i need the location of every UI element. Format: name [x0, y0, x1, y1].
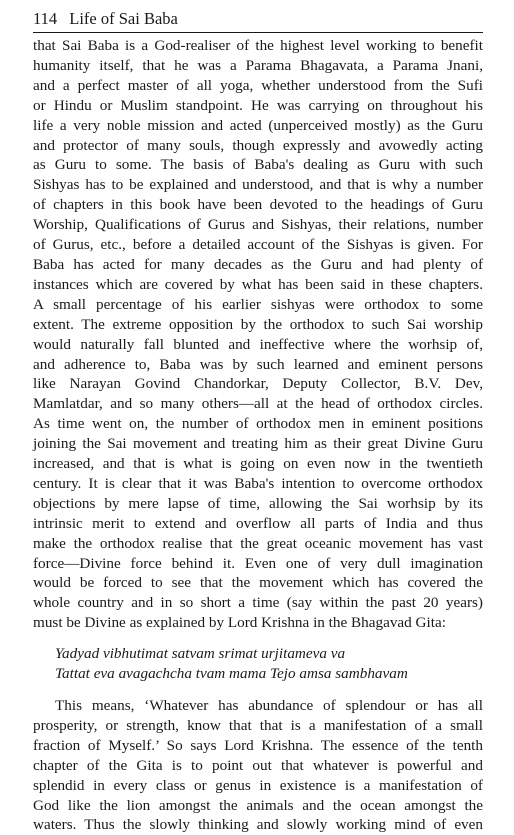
page-number: 114	[33, 9, 58, 28]
text-line: Mamlatdar, and so many others—all at the head of orthodox circles.	[33, 395, 483, 413]
text-line: and adherence to, Baba was by such learned and eminent persons	[33, 355, 483, 373]
verse-quotation	[33, 644, 483, 684]
text-line: waters. Thus the slowly thinking and slowly working mind of even	[33, 816, 483, 834]
text-line: joining the Sai movement and treating him as their great Divine Guru	[33, 435, 483, 453]
running-title: Life of Sai Baba	[69, 9, 178, 28]
text-line: force—Divine force behind it. Even one of very dull imagination	[33, 554, 483, 572]
paragraph-2	[33, 696, 483, 835]
text-line: intrinsic merit to extend and overflow all parts of India and thus	[33, 514, 483, 532]
text-line: humanity itself, that he was a Parama Bhagavata, a Parama Jnani,	[33, 56, 483, 74]
verse-line: Tattat eva avagachcha tvam mama Tejo amsa sambhavam	[55, 665, 408, 683]
text-line: chapter of the Gita is to point out that whatever is powerful and	[33, 756, 483, 774]
text-line: make the orthodox realise that the great oceanic movement has vast	[33, 534, 483, 552]
running-header	[33, 9, 483, 29]
text-line: would be forced to see that the movement which has covered the	[33, 574, 483, 592]
text-line: objections by mere lapse of time, allowing the Sai worhsip by its	[33, 494, 483, 512]
text-line: would naturally fall blunted and ineffective where the worhsip of,	[33, 335, 483, 353]
text-line: and protector of many souls, though expressly and avowedly acting	[33, 136, 483, 154]
text-line: A small percentage of his earlier sishyas were orthodox to some	[33, 295, 483, 313]
text-line: This means, ‘Whatever has abundance of splendour or has all	[55, 697, 483, 714]
text-line: extent. The extreme opposition by the orthodox to such Sai worship	[33, 315, 483, 333]
text-line: that Sai Baba is a God-realiser of the highest level working to benefit	[33, 37, 483, 54]
text-line: fraction of Myself.’ So says Lord Krishna. The essence of the tenth	[33, 736, 483, 754]
text-line: or Hindu or Muslim standpoint. He was carrying on throughout his	[33, 96, 483, 114]
verse-line: Yadyad vibhutimat satvam srimat urjitameva va	[55, 645, 346, 663]
text-line: life a very noble mission and acted (unperceived mostly) as the Guru	[33, 116, 483, 134]
text-line: Baba has acted for many decades as the Guru and had plenty of	[33, 255, 483, 273]
text-line: instances which are covered by what has been said in these chapters.	[33, 275, 483, 293]
text-line: Sishyas has to be explained and understood, and that is why a number	[33, 176, 483, 194]
text-line: As time went on, the number of orthodox men in eminent positions	[33, 415, 483, 433]
text-line: prosperity, or strength, know that that is a manifestation of a small	[33, 716, 483, 734]
text-line: Worship, Qualifications of Gurus and Sishyas, their relations, number	[33, 216, 483, 234]
text-line: God like the lion amongst the animals and the ocean amongst the	[33, 796, 483, 814]
text-line: of Gurus, etc., before a detailed account of the Sishyas is given. For	[33, 236, 483, 254]
text-line: splendid in every class or genus in existence is a manifestation of	[33, 776, 483, 794]
text-line: of chapters in this book have been devoted to the headings of Guru	[33, 196, 483, 214]
header-rule	[33, 32, 483, 33]
paragraph-1	[33, 36, 483, 633]
text-line: must be Divine as explained by Lord Krishna in the Bhagavad Gita:	[33, 614, 446, 632]
text-line: century. It is clear that it was Baba's intention to overcome orthodox	[33, 474, 483, 492]
text-line: whole country and in so short a time (say within the past 20 years)	[33, 594, 483, 612]
text-line: increased, and that is what is going on even now in the twentieth	[33, 455, 483, 473]
body-text	[33, 36, 483, 835]
text-line: and a perfect master of all yoga, whether understood from the Sufi	[33, 76, 483, 94]
text-line: like Narayan Govind Chandorkar, Deputy Collector, B.V. Dev,	[33, 375, 483, 393]
text-line: as Guru to some. The basis of Baba's dealing as Guru with such	[33, 156, 483, 174]
